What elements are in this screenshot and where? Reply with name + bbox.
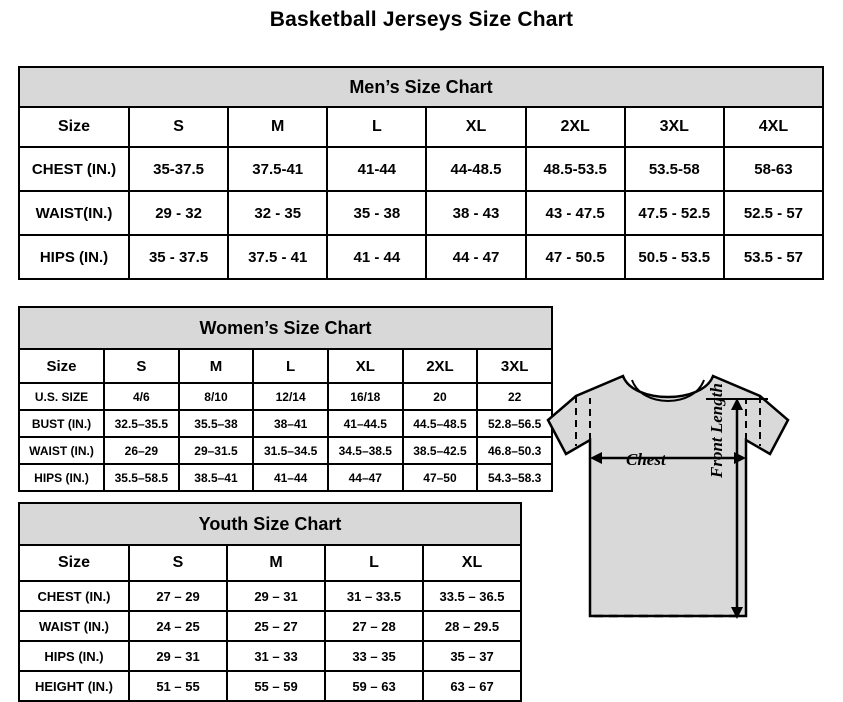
table-cell: 52.8–56.5 bbox=[477, 410, 552, 437]
table-cell: 50.5 - 53.5 bbox=[625, 235, 724, 279]
column-header: M bbox=[227, 545, 325, 581]
youth-size-chart-table bbox=[18, 502, 522, 702]
table-cell: 44-48.5 bbox=[426, 147, 525, 191]
table-cell: 38 - 43 bbox=[426, 191, 525, 235]
table-cell: 27 – 28 bbox=[325, 611, 423, 641]
table-cell: 53.5-58 bbox=[625, 147, 724, 191]
table-cell: 63 – 67 bbox=[423, 671, 521, 701]
table-cell: 35-37.5 bbox=[129, 147, 228, 191]
table-cell: 44–47 bbox=[328, 464, 403, 491]
row-label: HIPS (IN.) bbox=[19, 464, 104, 491]
table-cell: 32.5–35.5 bbox=[104, 410, 179, 437]
column-header: S bbox=[129, 107, 228, 147]
womens-size-chart-table bbox=[18, 306, 553, 492]
table-row bbox=[19, 671, 521, 701]
table-header-row bbox=[19, 349, 552, 383]
table-row bbox=[19, 611, 521, 641]
table-cell: 44 - 47 bbox=[426, 235, 525, 279]
table-header-row bbox=[19, 107, 823, 147]
table-cell: 44.5–48.5 bbox=[403, 410, 478, 437]
table-cell: 43 - 47.5 bbox=[526, 191, 625, 235]
table-cell: 38.5–41 bbox=[179, 464, 254, 491]
table-cell: 31.5–34.5 bbox=[253, 437, 328, 464]
column-header: 2XL bbox=[526, 107, 625, 147]
column-header: Size bbox=[19, 349, 104, 383]
row-label: U.S. SIZE bbox=[19, 383, 104, 410]
table-cell: 24 – 25 bbox=[129, 611, 227, 641]
column-header: XL bbox=[423, 545, 521, 581]
table-row bbox=[19, 191, 823, 235]
table-cell: 47–50 bbox=[403, 464, 478, 491]
table-cell: 59 – 63 bbox=[325, 671, 423, 701]
column-header: XL bbox=[426, 107, 525, 147]
table-cell: 35 - 37.5 bbox=[129, 235, 228, 279]
table-cell: 38.5–42.5 bbox=[403, 437, 478, 464]
table-cell: 37.5-41 bbox=[228, 147, 327, 191]
table-cell: 35.5–38 bbox=[179, 410, 254, 437]
table-cell: 35 - 38 bbox=[327, 191, 426, 235]
table-cell: 26–29 bbox=[104, 437, 179, 464]
table-cell: 53.5 - 57 bbox=[724, 235, 823, 279]
column-header: S bbox=[104, 349, 179, 383]
table-cell: 55 – 59 bbox=[227, 671, 325, 701]
mens-size-chart-section bbox=[18, 66, 824, 280]
jersey-body-shape bbox=[548, 376, 788, 616]
table-row bbox=[19, 437, 552, 464]
table-cell: 28 – 29.5 bbox=[423, 611, 521, 641]
row-label: HIPS (IN.) bbox=[19, 235, 129, 279]
mens-size-chart-table bbox=[18, 66, 824, 280]
table-cell: 52.5 - 57 bbox=[724, 191, 823, 235]
table-cell: 41–44 bbox=[253, 464, 328, 491]
row-label: WAIST (IN.) bbox=[19, 437, 104, 464]
column-header: S bbox=[129, 545, 227, 581]
table-row bbox=[19, 383, 552, 410]
column-header: L bbox=[325, 545, 423, 581]
column-header: 3XL bbox=[625, 107, 724, 147]
column-header: L bbox=[253, 349, 328, 383]
row-label: WAIST(IN.) bbox=[19, 191, 129, 235]
column-header: L bbox=[327, 107, 426, 147]
youth-chart-caption: Youth Size Chart bbox=[19, 503, 521, 545]
table-cell: 27 – 29 bbox=[129, 581, 227, 611]
table-cell: 32 - 35 bbox=[228, 191, 327, 235]
row-label: CHEST (IN.) bbox=[19, 581, 129, 611]
table-cell: 47 - 50.5 bbox=[526, 235, 625, 279]
row-label: WAIST (IN.) bbox=[19, 611, 129, 641]
table-cell: 38–41 bbox=[253, 410, 328, 437]
column-header: Size bbox=[19, 107, 129, 147]
table-cell: 29 - 32 bbox=[129, 191, 228, 235]
table-cell: 41-44 bbox=[327, 147, 426, 191]
table-cell: 8/10 bbox=[179, 383, 254, 410]
table-cell: 35.5–58.5 bbox=[104, 464, 179, 491]
table-cell: 35 – 37 bbox=[423, 641, 521, 671]
mens-chart-caption: Men’s Size Chart bbox=[19, 67, 823, 107]
table-cell: 58-63 bbox=[724, 147, 823, 191]
table-cell: 29 – 31 bbox=[227, 581, 325, 611]
column-header: XL bbox=[328, 349, 403, 383]
table-cell: 29–31.5 bbox=[179, 437, 254, 464]
table-cell: 12/14 bbox=[253, 383, 328, 410]
table-cell: 41–44.5 bbox=[328, 410, 403, 437]
table-cell: 4/6 bbox=[104, 383, 179, 410]
table-row bbox=[19, 410, 552, 437]
table-cell: 47.5 - 52.5 bbox=[625, 191, 724, 235]
table-caption-row bbox=[19, 307, 552, 349]
youth-size-chart-section bbox=[18, 502, 522, 702]
table-cell: 54.3–58.3 bbox=[477, 464, 552, 491]
table-row bbox=[19, 581, 521, 611]
table-cell: 37.5 - 41 bbox=[228, 235, 327, 279]
table-cell: 20 bbox=[403, 383, 478, 410]
table-cell: 34.5–38.5 bbox=[328, 437, 403, 464]
table-cell: 33.5 – 36.5 bbox=[423, 581, 521, 611]
column-header: M bbox=[179, 349, 254, 383]
table-cell: 46.8–50.3 bbox=[477, 437, 552, 464]
table-cell: 31 – 33.5 bbox=[325, 581, 423, 611]
table-cell: 29 – 31 bbox=[129, 641, 227, 671]
table-row bbox=[19, 641, 521, 671]
table-caption-row bbox=[19, 67, 823, 107]
womens-chart-caption: Women’s Size Chart bbox=[19, 307, 552, 349]
table-cell: 41 - 44 bbox=[327, 235, 426, 279]
table-row bbox=[19, 235, 823, 279]
column-header: 3XL bbox=[477, 349, 552, 383]
jersey-measurement-diagram bbox=[528, 358, 828, 668]
table-cell: 16/18 bbox=[328, 383, 403, 410]
page-title: Basketball Jerseys Size Chart bbox=[269, 8, 574, 31]
womens-size-chart-section bbox=[18, 306, 553, 492]
jersey-illustration-svg bbox=[528, 358, 828, 668]
table-cell: 31 – 33 bbox=[227, 641, 325, 671]
row-label: HEIGHT (IN.) bbox=[19, 671, 129, 701]
chest-measurement-label: Chest bbox=[626, 450, 666, 469]
table-cell: 48.5-53.5 bbox=[526, 147, 625, 191]
table-caption-row bbox=[19, 503, 521, 545]
table-cell: 33 – 35 bbox=[325, 641, 423, 671]
table-cell: 22 bbox=[477, 383, 552, 410]
row-label: HIPS (IN.) bbox=[19, 641, 129, 671]
row-label: BUST (IN.) bbox=[19, 410, 104, 437]
column-header: M bbox=[228, 107, 327, 147]
table-row bbox=[19, 464, 552, 491]
column-header: 2XL bbox=[403, 349, 478, 383]
column-header: 4XL bbox=[724, 107, 823, 147]
table-cell: 25 – 27 bbox=[227, 611, 325, 641]
front-length-measurement-label: Front Length bbox=[707, 383, 726, 478]
row-label: CHEST (IN.) bbox=[19, 147, 129, 191]
table-header-row bbox=[19, 545, 521, 581]
column-header: Size bbox=[19, 545, 129, 581]
table-cell: 51 – 55 bbox=[129, 671, 227, 701]
table-row bbox=[19, 147, 823, 191]
